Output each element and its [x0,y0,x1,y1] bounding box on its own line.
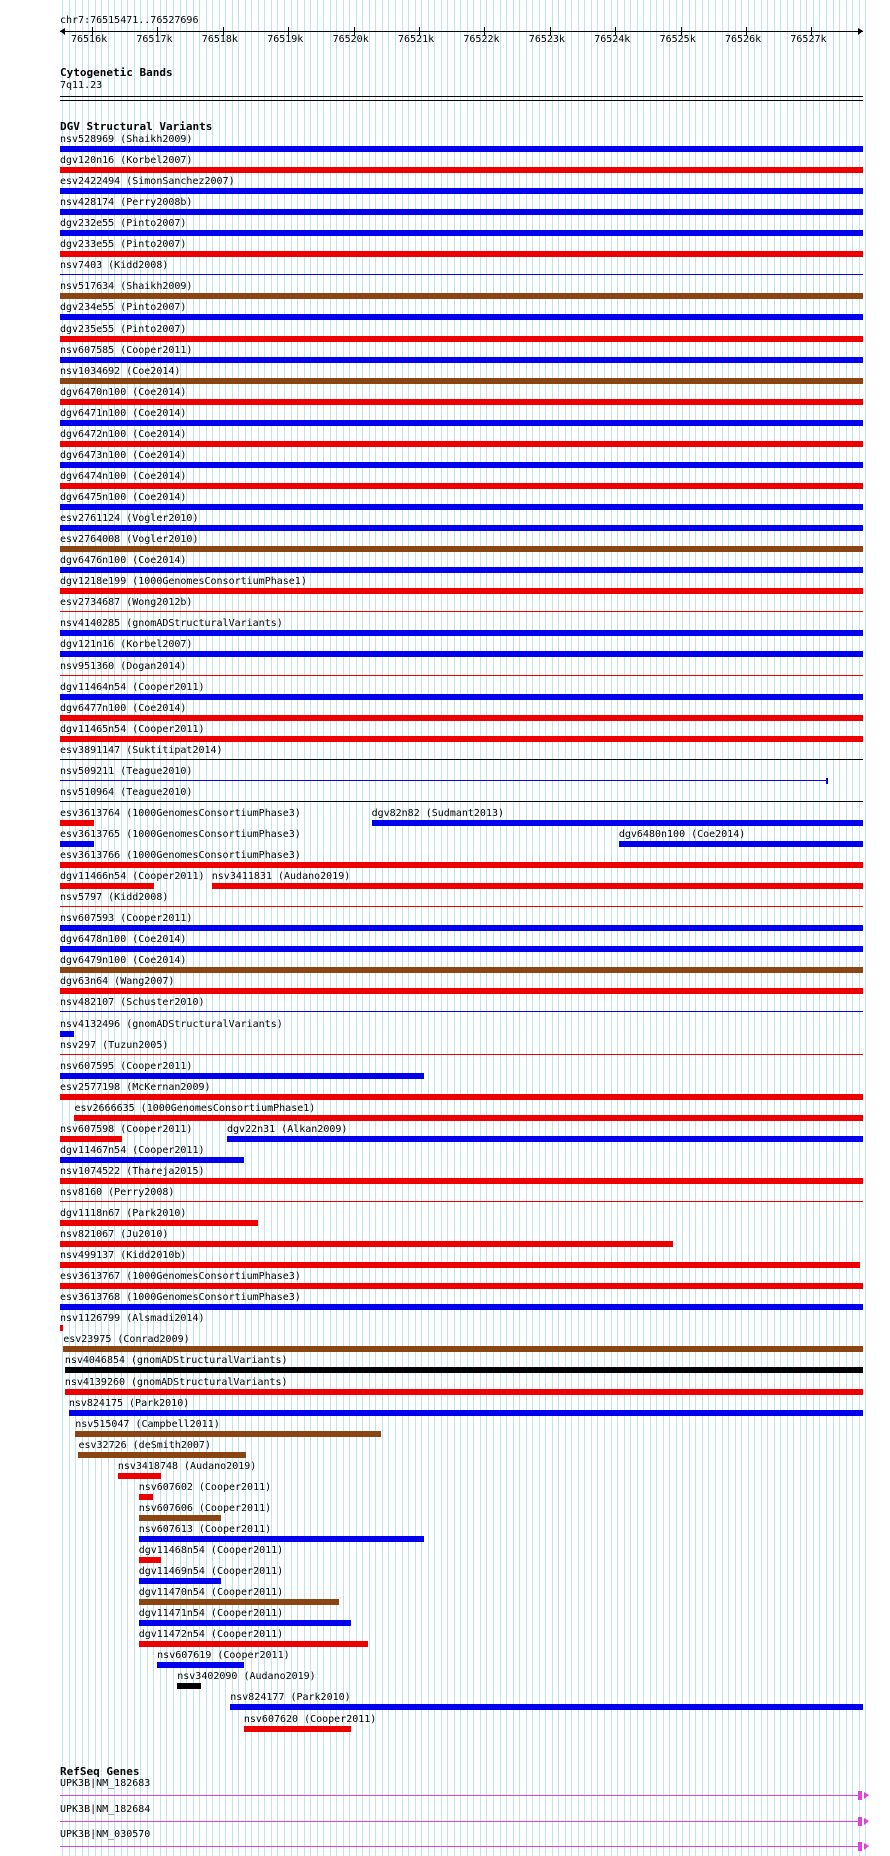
variant-bar[interactable] [157,1662,244,1668]
variant-label: esv2422494 (SimonSanchez2007) [60,176,235,188]
variant-label: esv2764008 (Vogler2010) [60,534,199,546]
variant-bar[interactable] [60,293,863,299]
variant-label: nsv824177 (Park2010) [230,1692,351,1704]
variant-bar[interactable] [139,1494,153,1500]
ruler-tick-label: 76520k [332,34,369,45]
grid-line [865,0,866,1856]
position-label: chr7:76515471..76527696 [60,15,199,26]
variant-bar[interactable] [60,946,863,952]
variant-label: dgv6472n100 (Coe2014) [60,428,187,440]
variant-bar[interactable] [212,883,863,889]
variant-label: esv3613766 (1000GenomesConsortiumPhase3) [60,850,301,862]
variant-label: dgv6473n100 (Coe2014) [60,449,187,461]
variant-label: nsv607613 (Cooper2011) [138,1523,272,1535]
variant-bar[interactable] [60,611,863,612]
ruler-tick-label: 76516k [71,34,108,45]
variant-label: nsv3411831 (Audano2019) [211,871,351,883]
variant-bar[interactable] [60,230,863,236]
ruler-tick-label: 76522k [463,34,500,45]
variant-label: dgv235e55 (Pinto2007) [60,323,187,335]
variant-label: nsv951360 (Dogan2014) [60,660,187,672]
variant-bar[interactable] [60,314,863,320]
variant-bar[interactable] [60,841,94,847]
variant-label: nsv607598 (Cooper2011) [60,1123,193,1135]
variant-bar[interactable] [60,630,863,636]
variant-label: nsv428174 (Perry2008b) [60,197,193,209]
variant-label: dgv6476n100 (Coe2014) [60,555,187,567]
variant-bar[interactable] [60,1094,863,1100]
variant-label: nsv607595 (Cooper2011) [60,1060,193,1072]
variant-bar[interactable] [60,378,863,384]
variant-label: dgv120n16 (Korbel2007) [60,155,193,167]
variant-bar[interactable] [60,1011,863,1012]
variant-bar[interactable] [60,1031,74,1037]
variant-bar[interactable] [139,1578,221,1584]
ruler-tick-label: 76526k [725,34,762,45]
variant-label: esv2734687 (Wong2012b) [60,597,193,609]
variant-label: nsv4139260 (gnomADStructuralVariants) [64,1376,288,1388]
variant-bar[interactable] [244,1726,351,1732]
variant-bar[interactable] [227,1136,863,1142]
variant-label: dgv11470n54 (Cooper2011) [138,1587,284,1599]
cytoband-label: 7q11.23 [60,80,103,91]
variant-bar[interactable] [60,188,863,194]
track-separator [60,96,863,97]
variant-label: nsv8160 (Perry2008) [60,1187,175,1198]
gene-exon[interactable] [858,1842,862,1851]
ruler [60,25,863,45]
variant-bar[interactable] [60,525,863,531]
variant-bar[interactable] [65,1389,863,1395]
strand-arrow-icon [864,1843,869,1850]
variant-bar[interactable] [139,1515,221,1521]
variant-label: dgv6480n100 (Coe2014) [618,828,746,840]
variant-label: esv3613767 (1000GenomesConsortiumPhase3) [60,1271,301,1283]
variant-label: nsv517634 (Shaikh2009) [60,281,193,293]
variant-bar[interactable] [60,504,863,510]
variant-bar[interactable] [60,736,863,742]
ruler-tick-label: 76527k [790,34,827,45]
variant-bar[interactable] [60,336,863,342]
variant-label: dgv6474n100 (Coe2014) [60,470,187,482]
variant-label: nsv1126799 (Alsmadi2014) [60,1313,205,1325]
ruler-tick-label: 76519k [267,34,304,45]
variant-bar[interactable] [60,675,863,676]
variant-bar[interactable] [60,967,863,973]
variant-label: dgv11469n54 (Cooper2011) [138,1566,284,1578]
variant-label: nsv1074522 (Thareja2015) [60,1165,205,1177]
variant-bar[interactable] [60,1325,63,1331]
variant-label: dgv232e55 (Pinto2007) [60,218,187,230]
variant-label: esv2666635 (1000GenomesConsortiumPhase1) [74,1102,316,1114]
variant-bar[interactable] [60,357,863,363]
gene-intron-line[interactable] [60,1795,860,1796]
variant-label: nsv3418748 (Audano2019) [117,1460,257,1472]
variant-bar[interactable] [63,1346,863,1352]
variant-label: dgv6475n100 (Coe2014) [60,492,187,504]
variant-bar[interactable] [139,1620,351,1626]
variant-label: dgv11468n54 (Cooper2011) [138,1545,284,1557]
variant-bar[interactable] [78,1452,246,1458]
variant-label: nsv515047 (Campbell2011) [75,1418,220,1430]
variant-bar[interactable] [60,462,863,468]
variant-label: dgv6470n100 (Coe2014) [60,386,187,398]
variant-label: nsv5797 (Kidd2008) [60,892,169,904]
variant-label: esv3613768 (1000GenomesConsortiumPhase3) [60,1292,301,1304]
variant-end-tick [826,778,828,784]
variant-label: esv3613765 (1000GenomesConsortiumPhase3) [60,828,301,840]
cytoband-track-title: Cytogenetic Bands [60,66,173,79]
variant-label: dgv234e55 (Pinto2007) [60,302,187,314]
variant-label: nsv509211 (Teague2010) [60,765,193,777]
variant-label: dgv6479n100 (Coe2014) [60,955,187,967]
variant-label: nsv4046854 (gnomADStructuralVariants) [64,1355,288,1367]
variant-label: nsv499137 (Kidd2010b) [60,1250,187,1262]
variant-bar[interactable] [60,567,863,573]
variant-bar[interactable] [60,1283,863,1289]
variant-label: nsv510964 (Teague2010) [60,786,193,798]
variant-bar[interactable] [60,146,863,152]
variant-bar[interactable] [60,1201,863,1202]
variant-bar[interactable] [60,988,863,994]
variant-bar[interactable] [177,1683,201,1689]
variant-bar[interactable] [139,1536,424,1542]
variant-bar[interactable] [60,1178,863,1184]
variant-bar[interactable] [65,1367,863,1373]
variant-label: nsv607593 (Cooper2011) [60,913,193,925]
variant-bar[interactable] [60,209,863,215]
variant-bar[interactable] [60,441,863,447]
variant-bar[interactable] [60,906,863,907]
variant-bar[interactable] [75,1431,381,1437]
variant-label: esv2761124 (Vogler2010) [60,513,199,525]
variant-label: nsv824175 (Park2010) [68,1397,190,1409]
variant-bar[interactable] [139,1557,161,1563]
variant-bar[interactable] [60,883,154,889]
ruler-tick-label: 76521k [398,34,435,45]
variant-bar[interactable] [60,862,863,868]
variant-label: nsv607585 (Cooper2011) [60,344,193,356]
variant-label: dgv11472n54 (Cooper2011) [138,1629,284,1641]
ruler-tick-label: 76518k [201,34,238,45]
strand-arrow-icon [864,1818,869,1825]
variant-bar[interactable] [60,399,863,405]
gene-exon[interactable] [858,1817,862,1826]
variant-label: nsv4132496 (gnomADStructuralVariants) [60,1018,283,1030]
variant-label: nsv821067 (Ju2010) [60,1229,169,1241]
variant-label: nsv297 (Tuzun2005) [60,1039,169,1051]
variant-bar[interactable] [60,1241,673,1247]
variant-bar[interactable] [60,274,863,275]
ruler-arrow-right [858,28,863,35]
variant-bar[interactable] [60,1157,244,1163]
ruler-axis-line [60,31,863,32]
refseq-track-title: RefSeq Genes [60,1765,140,1778]
variant-label: dgv1118n67 (Park2010) [60,1208,187,1220]
variant-bar[interactable] [60,167,863,173]
gene-intron-line[interactable] [60,1846,860,1847]
gene-label: UPK3B|NM_182683 [60,1778,151,1789]
ruler-tick-label: 76517k [136,34,173,45]
gene-exon[interactable] [858,1791,862,1800]
variant-label: dgv11471n54 (Cooper2011) [138,1608,284,1620]
variant-label: nsv7403 (Kidd2008) [60,260,169,272]
gene-label: UPK3B|NM_030570 [60,1829,151,1840]
variant-bar[interactable] [60,820,94,826]
variant-bar[interactable] [60,1136,122,1142]
variant-bar[interactable] [60,546,863,552]
variant-label: esv2577198 (McKernan2009) [60,1081,211,1093]
variant-label: dgv233e55 (Pinto2007) [60,239,187,251]
track-separator [60,100,863,101]
variant-bar[interactable] [60,251,863,257]
variant-label: nsv607619 (Cooper2011) [157,1650,290,1662]
variant-label: nsv3402090 (Audano2019) [177,1671,316,1683]
ruler-tick-label: 76525k [659,34,696,45]
dgv-track-title: DGV Structural Variants [60,120,213,133]
gene-label: UPK3B|NM_182684 [60,1803,151,1815]
variant-label: dgv82n82 (Sudmant2013) [371,807,505,819]
variant-label: nsv4140285 (gnomADStructuralVariants) [60,618,283,630]
ruler-tick-label: 76524k [594,34,631,45]
variant-bar[interactable] [60,925,863,931]
variant-bar[interactable] [60,694,863,700]
variant-bar[interactable] [60,1054,863,1055]
variant-label: nsv607602 (Cooper2011) [138,1481,272,1493]
variant-bar[interactable] [74,1115,863,1121]
variant-bar[interactable] [60,588,863,594]
variant-label: dgv63n64 (Wang2007) [60,976,175,988]
variant-bar[interactable] [60,420,863,426]
variant-bar[interactable] [139,1599,340,1605]
ruler-tick-label: 76523k [528,34,565,45]
variant-bar[interactable] [372,820,863,826]
variant-label: dgv121n16 (Korbel2007) [60,639,193,651]
strand-arrow-icon [864,1792,869,1799]
variant-bar[interactable] [60,651,863,657]
variant-label: nsv607620 (Cooper2011) [243,1713,377,1725]
variant-label: dgv6478n100 (Coe2014) [60,934,187,946]
variant-label: esv32726 (deSmith2007) [78,1439,211,1451]
variant-label: dgv6477n100 (Coe2014) [60,702,187,714]
variant-bar[interactable] [60,1220,258,1226]
variant-label: nsv528969 (Shaikh2009) [60,134,193,145]
variant-bar[interactable] [118,1473,161,1479]
variant-bar[interactable] [139,1641,368,1647]
variant-label: esv23975 (Conrad2009) [63,1334,190,1346]
variant-label: dgv22n31 (Alkan2009) [227,1123,348,1135]
variant-label: esv3891147 (Suktitipat2014) [60,744,223,756]
variant-bar[interactable] [60,483,863,489]
variant-bar[interactable] [60,1073,424,1079]
variant-label: nsv1034692 (Coe2014) [60,365,181,377]
ruler-arrow-left [60,28,65,35]
variant-bar[interactable] [60,780,827,781]
variant-bar[interactable] [60,1304,863,1310]
variant-bar[interactable] [60,759,863,760]
variant-bar[interactable] [619,841,863,847]
variant-label: dgv11466n54 (Cooper2011) [60,871,205,883]
variant-bar[interactable] [60,715,863,721]
variant-bar[interactable] [69,1410,863,1416]
variant-label: nsv482107 (Schuster2010) [60,997,205,1009]
variant-label: dgv1218e199 (1000GenomesConsortiumPhase1) [60,576,307,588]
variant-label: nsv607606 (Cooper2011) [138,1502,272,1514]
variant-label: dgv11465n54 (Cooper2011) [60,723,205,735]
variant-bar[interactable] [230,1704,863,1710]
variant-label: dgv6471n100 (Coe2014) [60,407,187,419]
gene-intron-line[interactable] [60,1821,860,1822]
variant-label: dgv11467n54 (Cooper2011) [60,1144,205,1156]
variant-label: esv3613764 (1000GenomesConsortiumPhase3) [60,807,301,819]
variant-bar[interactable] [60,1262,860,1268]
variant-bar[interactable] [60,801,863,802]
variant-label: dgv11464n54 (Cooper2011) [60,681,205,693]
